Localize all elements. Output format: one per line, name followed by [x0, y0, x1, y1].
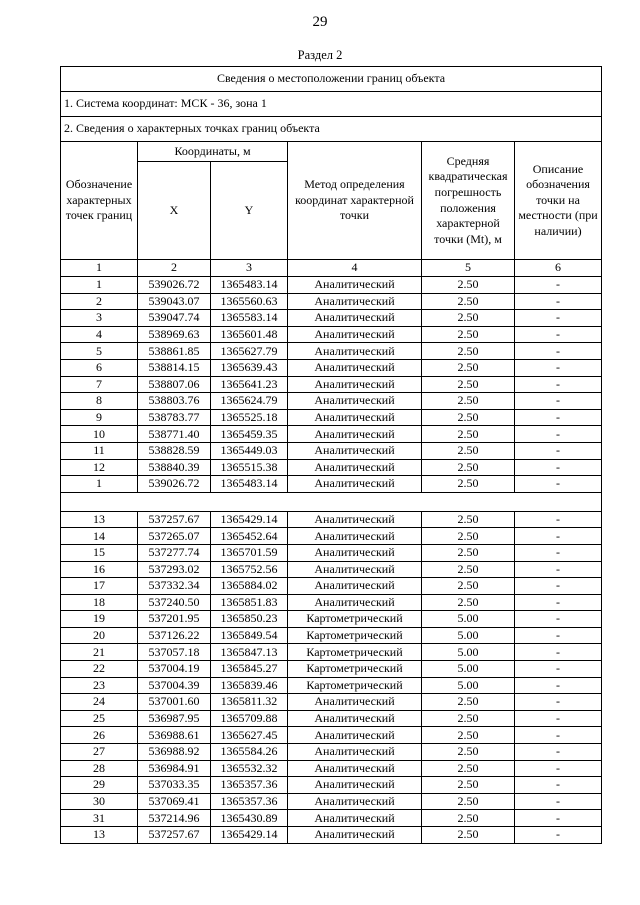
cell-y: 1365357.36 — [211, 777, 288, 794]
cell-desc: - — [515, 442, 602, 459]
cell-y: 1365709.88 — [211, 710, 288, 727]
cell-method: Аналитический — [288, 793, 422, 810]
cell-y: 1365847.13 — [211, 644, 288, 661]
cell-x: 538969.63 — [138, 326, 211, 343]
cell-point: 4 — [61, 326, 138, 343]
table-row — [61, 459, 602, 476]
cell-error: 2.50 — [422, 810, 515, 827]
cell-desc: - — [515, 744, 602, 761]
column-number-row — [61, 260, 602, 277]
cell-method: Картометрический — [288, 661, 422, 678]
table-row — [61, 293, 602, 310]
cell-error: 2.50 — [422, 727, 515, 744]
cell-method: Аналитический — [288, 426, 422, 443]
cell-y: 1365601.48 — [211, 326, 288, 343]
cell-error: 2.50 — [422, 694, 515, 711]
cell-x: 538803.76 — [138, 393, 211, 410]
column-number: 6 — [515, 260, 602, 277]
table-row — [61, 793, 602, 810]
cell-y: 1365627.45 — [211, 727, 288, 744]
cell-desc: - — [515, 561, 602, 578]
table-row — [61, 611, 602, 628]
cell-desc: - — [515, 310, 602, 327]
cell-x: 537069.41 — [138, 793, 211, 810]
cell-error: 2.50 — [422, 409, 515, 426]
table-row — [61, 277, 602, 294]
cell-desc: - — [515, 578, 602, 595]
cell-x: 537265.07 — [138, 528, 211, 545]
cell-error: 2.50 — [422, 376, 515, 393]
cell-y: 1365449.03 — [211, 442, 288, 459]
cell-desc: - — [515, 677, 602, 694]
cell-point: 7 — [61, 376, 138, 393]
cell-method: Аналитический — [288, 343, 422, 360]
cell-point: 10 — [61, 426, 138, 443]
cell-x: 538807.06 — [138, 376, 211, 393]
cell-point: 18 — [61, 594, 138, 611]
table-title: Сведения о местоположении границ объекта — [61, 67, 602, 92]
cell-point: 17 — [61, 578, 138, 595]
cell-point: 29 — [61, 777, 138, 794]
cell-method: Аналитический — [288, 827, 422, 844]
cell-x: 538828.59 — [138, 442, 211, 459]
cell-x: 538814.15 — [138, 359, 211, 376]
cell-error: 2.50 — [422, 476, 515, 493]
table-row — [61, 594, 602, 611]
table-row — [61, 426, 602, 443]
cell-method: Картометрический — [288, 627, 422, 644]
cell-error: 2.50 — [422, 827, 515, 844]
column-number: 5 — [422, 260, 515, 277]
cell-method: Аналитический — [288, 544, 422, 561]
cell-y: 1365483.14 — [211, 476, 288, 493]
cell-error: 2.50 — [422, 442, 515, 459]
cell-error: 2.50 — [422, 710, 515, 727]
cell-method: Аналитический — [288, 760, 422, 777]
cell-desc: - — [515, 393, 602, 410]
cell-desc: - — [515, 827, 602, 844]
table-row — [61, 760, 602, 777]
cell-point: 23 — [61, 677, 138, 694]
cell-point: 28 — [61, 760, 138, 777]
cell-desc: - — [515, 476, 602, 493]
cell-x: 536987.95 — [138, 710, 211, 727]
cell-method: Аналитический — [288, 442, 422, 459]
cell-desc: - — [515, 326, 602, 343]
table-row — [61, 744, 602, 761]
cell-method: Аналитический — [288, 476, 422, 493]
page-number: 29 — [312, 14, 328, 30]
cell-error: 2.50 — [422, 393, 515, 410]
cell-x: 537332.34 — [138, 578, 211, 595]
table-row — [61, 810, 602, 827]
cell-y: 1365583.14 — [211, 310, 288, 327]
cell-desc: - — [515, 528, 602, 545]
cell-error: 2.50 — [422, 544, 515, 561]
table-row — [61, 511, 602, 528]
cell-point: 20 — [61, 627, 138, 644]
cell-point: 6 — [61, 359, 138, 376]
cell-method: Аналитический — [288, 594, 422, 611]
cell-desc: - — [515, 810, 602, 827]
cell-desc: - — [515, 793, 602, 810]
cell-error: 2.50 — [422, 511, 515, 528]
cell-desc: - — [515, 710, 602, 727]
section-label: Раздел 2 — [297, 48, 343, 62]
table-row — [61, 442, 602, 459]
header-method: Метод определения координат характерной точки — [288, 142, 422, 260]
cell-error: 2.50 — [422, 578, 515, 595]
group-separator — [61, 492, 602, 511]
cell-method: Аналитический — [288, 359, 422, 376]
cell-desc: - — [515, 293, 602, 310]
cell-x: 538840.39 — [138, 459, 211, 476]
coord-system-row — [61, 92, 602, 117]
cell-y: 1365429.14 — [211, 511, 288, 528]
cell-method: Аналитический — [288, 393, 422, 410]
points-heading: 2. Сведения о характерных точках границ объекта — [61, 117, 602, 142]
cell-point: 9 — [61, 409, 138, 426]
cell-error: 2.50 — [422, 310, 515, 327]
cell-y: 1365839.46 — [211, 677, 288, 694]
header-x: X — [138, 162, 211, 260]
cell-desc: - — [515, 644, 602, 661]
cell-y: 1365627.79 — [211, 343, 288, 360]
column-number: 1 — [61, 260, 138, 277]
cell-method: Аналитический — [288, 511, 422, 528]
cell-y: 1365884.02 — [211, 578, 288, 595]
cell-y: 1365560.63 — [211, 293, 288, 310]
table-row — [61, 644, 602, 661]
table-row — [61, 677, 602, 694]
table-row — [61, 326, 602, 343]
cell-desc: - — [515, 627, 602, 644]
cell-error: 2.50 — [422, 744, 515, 761]
cell-error: 2.50 — [422, 277, 515, 294]
cell-method: Картометрический — [288, 677, 422, 694]
cell-y: 1365850.23 — [211, 611, 288, 628]
cell-y: 1365430.89 — [211, 810, 288, 827]
cell-x: 537001.60 — [138, 694, 211, 711]
cell-error: 2.50 — [422, 426, 515, 443]
cell-y: 1365851.83 — [211, 594, 288, 611]
cell-error: 2.50 — [422, 359, 515, 376]
cell-method: Аналитический — [288, 810, 422, 827]
cell-y: 1365357.36 — [211, 793, 288, 810]
cell-method: Аналитический — [288, 376, 422, 393]
table-row — [61, 661, 602, 678]
cell-x: 537201.95 — [138, 611, 211, 628]
cell-x: 537240.50 — [138, 594, 211, 611]
boundary-points-table — [60, 66, 602, 844]
cell-desc: - — [515, 343, 602, 360]
cell-point: 3 — [61, 310, 138, 327]
cell-x: 539047.74 — [138, 310, 211, 327]
cell-method: Картометрический — [288, 644, 422, 661]
cell-point: 12 — [61, 459, 138, 476]
cell-desc: - — [515, 694, 602, 711]
cell-point: 1 — [61, 277, 138, 294]
cell-desc: - — [515, 661, 602, 678]
cell-y: 1365811.32 — [211, 694, 288, 711]
cell-x: 538783.77 — [138, 409, 211, 426]
cell-error: 2.50 — [422, 760, 515, 777]
table-row — [61, 578, 602, 595]
cell-y: 1365584.26 — [211, 744, 288, 761]
cell-desc: - — [515, 277, 602, 294]
cell-x: 537057.18 — [138, 644, 211, 661]
table-row — [61, 409, 602, 426]
cell-point: 31 — [61, 810, 138, 827]
cell-point: 14 — [61, 528, 138, 545]
cell-desc: - — [515, 359, 602, 376]
cell-x: 539026.72 — [138, 277, 211, 294]
cell-error: 5.00 — [422, 677, 515, 694]
cell-x: 538771.40 — [138, 426, 211, 443]
cell-method: Аналитический — [288, 293, 422, 310]
cell-error: 5.00 — [422, 611, 515, 628]
cell-point: 25 — [61, 710, 138, 727]
cell-method: Аналитический — [288, 326, 422, 343]
cell-x: 537277.74 — [138, 544, 211, 561]
cell-method: Аналитический — [288, 310, 422, 327]
cell-point: 21 — [61, 644, 138, 661]
cell-desc: - — [515, 760, 602, 777]
cell-method: Аналитический — [288, 727, 422, 744]
table-row — [61, 561, 602, 578]
cell-x: 537293.02 — [138, 561, 211, 578]
table-row — [61, 710, 602, 727]
cell-x: 537257.67 — [138, 511, 211, 528]
cell-error: 2.50 — [422, 777, 515, 794]
table-row — [61, 359, 602, 376]
group-separator-row — [61, 492, 602, 511]
cell-point: 27 — [61, 744, 138, 761]
cell-y: 1365639.43 — [211, 359, 288, 376]
cell-y: 1365459.35 — [211, 426, 288, 443]
cell-y: 1365845.27 — [211, 661, 288, 678]
cell-desc: - — [515, 426, 602, 443]
cell-x: 537257.67 — [138, 827, 211, 844]
table-row — [61, 310, 602, 327]
cell-point: 1 — [61, 476, 138, 493]
table-row — [61, 528, 602, 545]
cell-x: 536984.91 — [138, 760, 211, 777]
cell-x: 539043.07 — [138, 293, 211, 310]
cell-method: Аналитический — [288, 578, 422, 595]
cell-method: Аналитический — [288, 409, 422, 426]
table-row — [61, 727, 602, 744]
cell-error: 2.50 — [422, 326, 515, 343]
cell-point: 22 — [61, 661, 138, 678]
cell-x: 539026.72 — [138, 476, 211, 493]
table-title-row — [61, 67, 602, 92]
cell-error: 2.50 — [422, 293, 515, 310]
cell-desc: - — [515, 611, 602, 628]
cell-point: 2 — [61, 293, 138, 310]
cell-point: 11 — [61, 442, 138, 459]
cell-point: 15 — [61, 544, 138, 561]
cell-desc: - — [515, 409, 602, 426]
coord-system: 1. Система координат: МСК - 36, зона 1 — [61, 92, 602, 117]
header-row-1 — [61, 142, 602, 162]
cell-x: 537004.39 — [138, 677, 211, 694]
cell-point: 26 — [61, 727, 138, 744]
cell-method: Аналитический — [288, 777, 422, 794]
table-row — [61, 827, 602, 844]
cell-y: 1365483.14 — [211, 277, 288, 294]
table-row — [61, 393, 602, 410]
cell-y: 1365532.32 — [211, 760, 288, 777]
cell-method: Аналитический — [288, 277, 422, 294]
cell-x: 537033.35 — [138, 777, 211, 794]
cell-method: Аналитический — [288, 694, 422, 711]
cell-x: 537126.22 — [138, 627, 211, 644]
cell-error: 5.00 — [422, 627, 515, 644]
cell-method: Аналитический — [288, 561, 422, 578]
cell-error: 2.50 — [422, 793, 515, 810]
cell-desc: - — [515, 376, 602, 393]
cell-error: 2.50 — [422, 343, 515, 360]
cell-method: Картометрический — [288, 611, 422, 628]
cell-desc: - — [515, 777, 602, 794]
table-row — [61, 476, 602, 493]
table-row — [61, 544, 602, 561]
cell-point: 19 — [61, 611, 138, 628]
cell-point: 24 — [61, 694, 138, 711]
cell-y: 1365641.23 — [211, 376, 288, 393]
cell-y: 1365452.64 — [211, 528, 288, 545]
cell-y: 1365701.59 — [211, 544, 288, 561]
cell-method: Аналитический — [288, 528, 422, 545]
cell-error: 5.00 — [422, 644, 515, 661]
cell-point: 13 — [61, 827, 138, 844]
points-heading-row — [61, 117, 602, 142]
header-desc: Описание обозначения точки на местности (при наличии) — [515, 142, 602, 260]
cell-point: 13 — [61, 511, 138, 528]
table-row — [61, 627, 602, 644]
cell-y: 1365429.14 — [211, 827, 288, 844]
cell-y: 1365624.79 — [211, 393, 288, 410]
cell-error: 2.50 — [422, 594, 515, 611]
column-number: 2 — [138, 260, 211, 277]
cell-desc: - — [515, 459, 602, 476]
cell-method: Аналитический — [288, 744, 422, 761]
column-number: 3 — [211, 260, 288, 277]
cell-y: 1365849.54 — [211, 627, 288, 644]
header-coords: Координаты, м — [138, 142, 288, 162]
table-row — [61, 777, 602, 794]
cell-x: 536988.61 — [138, 727, 211, 744]
table-row — [61, 376, 602, 393]
cell-x: 537004.19 — [138, 661, 211, 678]
cell-point: 5 — [61, 343, 138, 360]
cell-error: 2.50 — [422, 561, 515, 578]
header-error: Средняя квадратическая погрешность положения характерной точки (Mt), м — [422, 142, 515, 260]
cell-x: 536988.92 — [138, 744, 211, 761]
cell-error: 5.00 — [422, 661, 515, 678]
cell-desc: - — [515, 727, 602, 744]
cell-error: 2.50 — [422, 459, 515, 476]
header-y: Y — [211, 162, 288, 260]
cell-y: 1365752.56 — [211, 561, 288, 578]
cell-desc: - — [515, 594, 602, 611]
cell-desc: - — [515, 544, 602, 561]
cell-method: Аналитический — [288, 710, 422, 727]
cell-desc: - — [515, 511, 602, 528]
cell-y: 1365515.38 — [211, 459, 288, 476]
cell-point: 30 — [61, 793, 138, 810]
cell-point: 16 — [61, 561, 138, 578]
cell-y: 1365525.18 — [211, 409, 288, 426]
table-row — [61, 694, 602, 711]
cell-x: 537214.96 — [138, 810, 211, 827]
cell-error: 2.50 — [422, 528, 515, 545]
cell-x: 538861.85 — [138, 343, 211, 360]
column-number: 4 — [288, 260, 422, 277]
header-point: Обозначение характерных точек границ — [61, 142, 138, 260]
cell-method: Аналитический — [288, 459, 422, 476]
cell-point: 8 — [61, 393, 138, 410]
table-row — [61, 343, 602, 360]
